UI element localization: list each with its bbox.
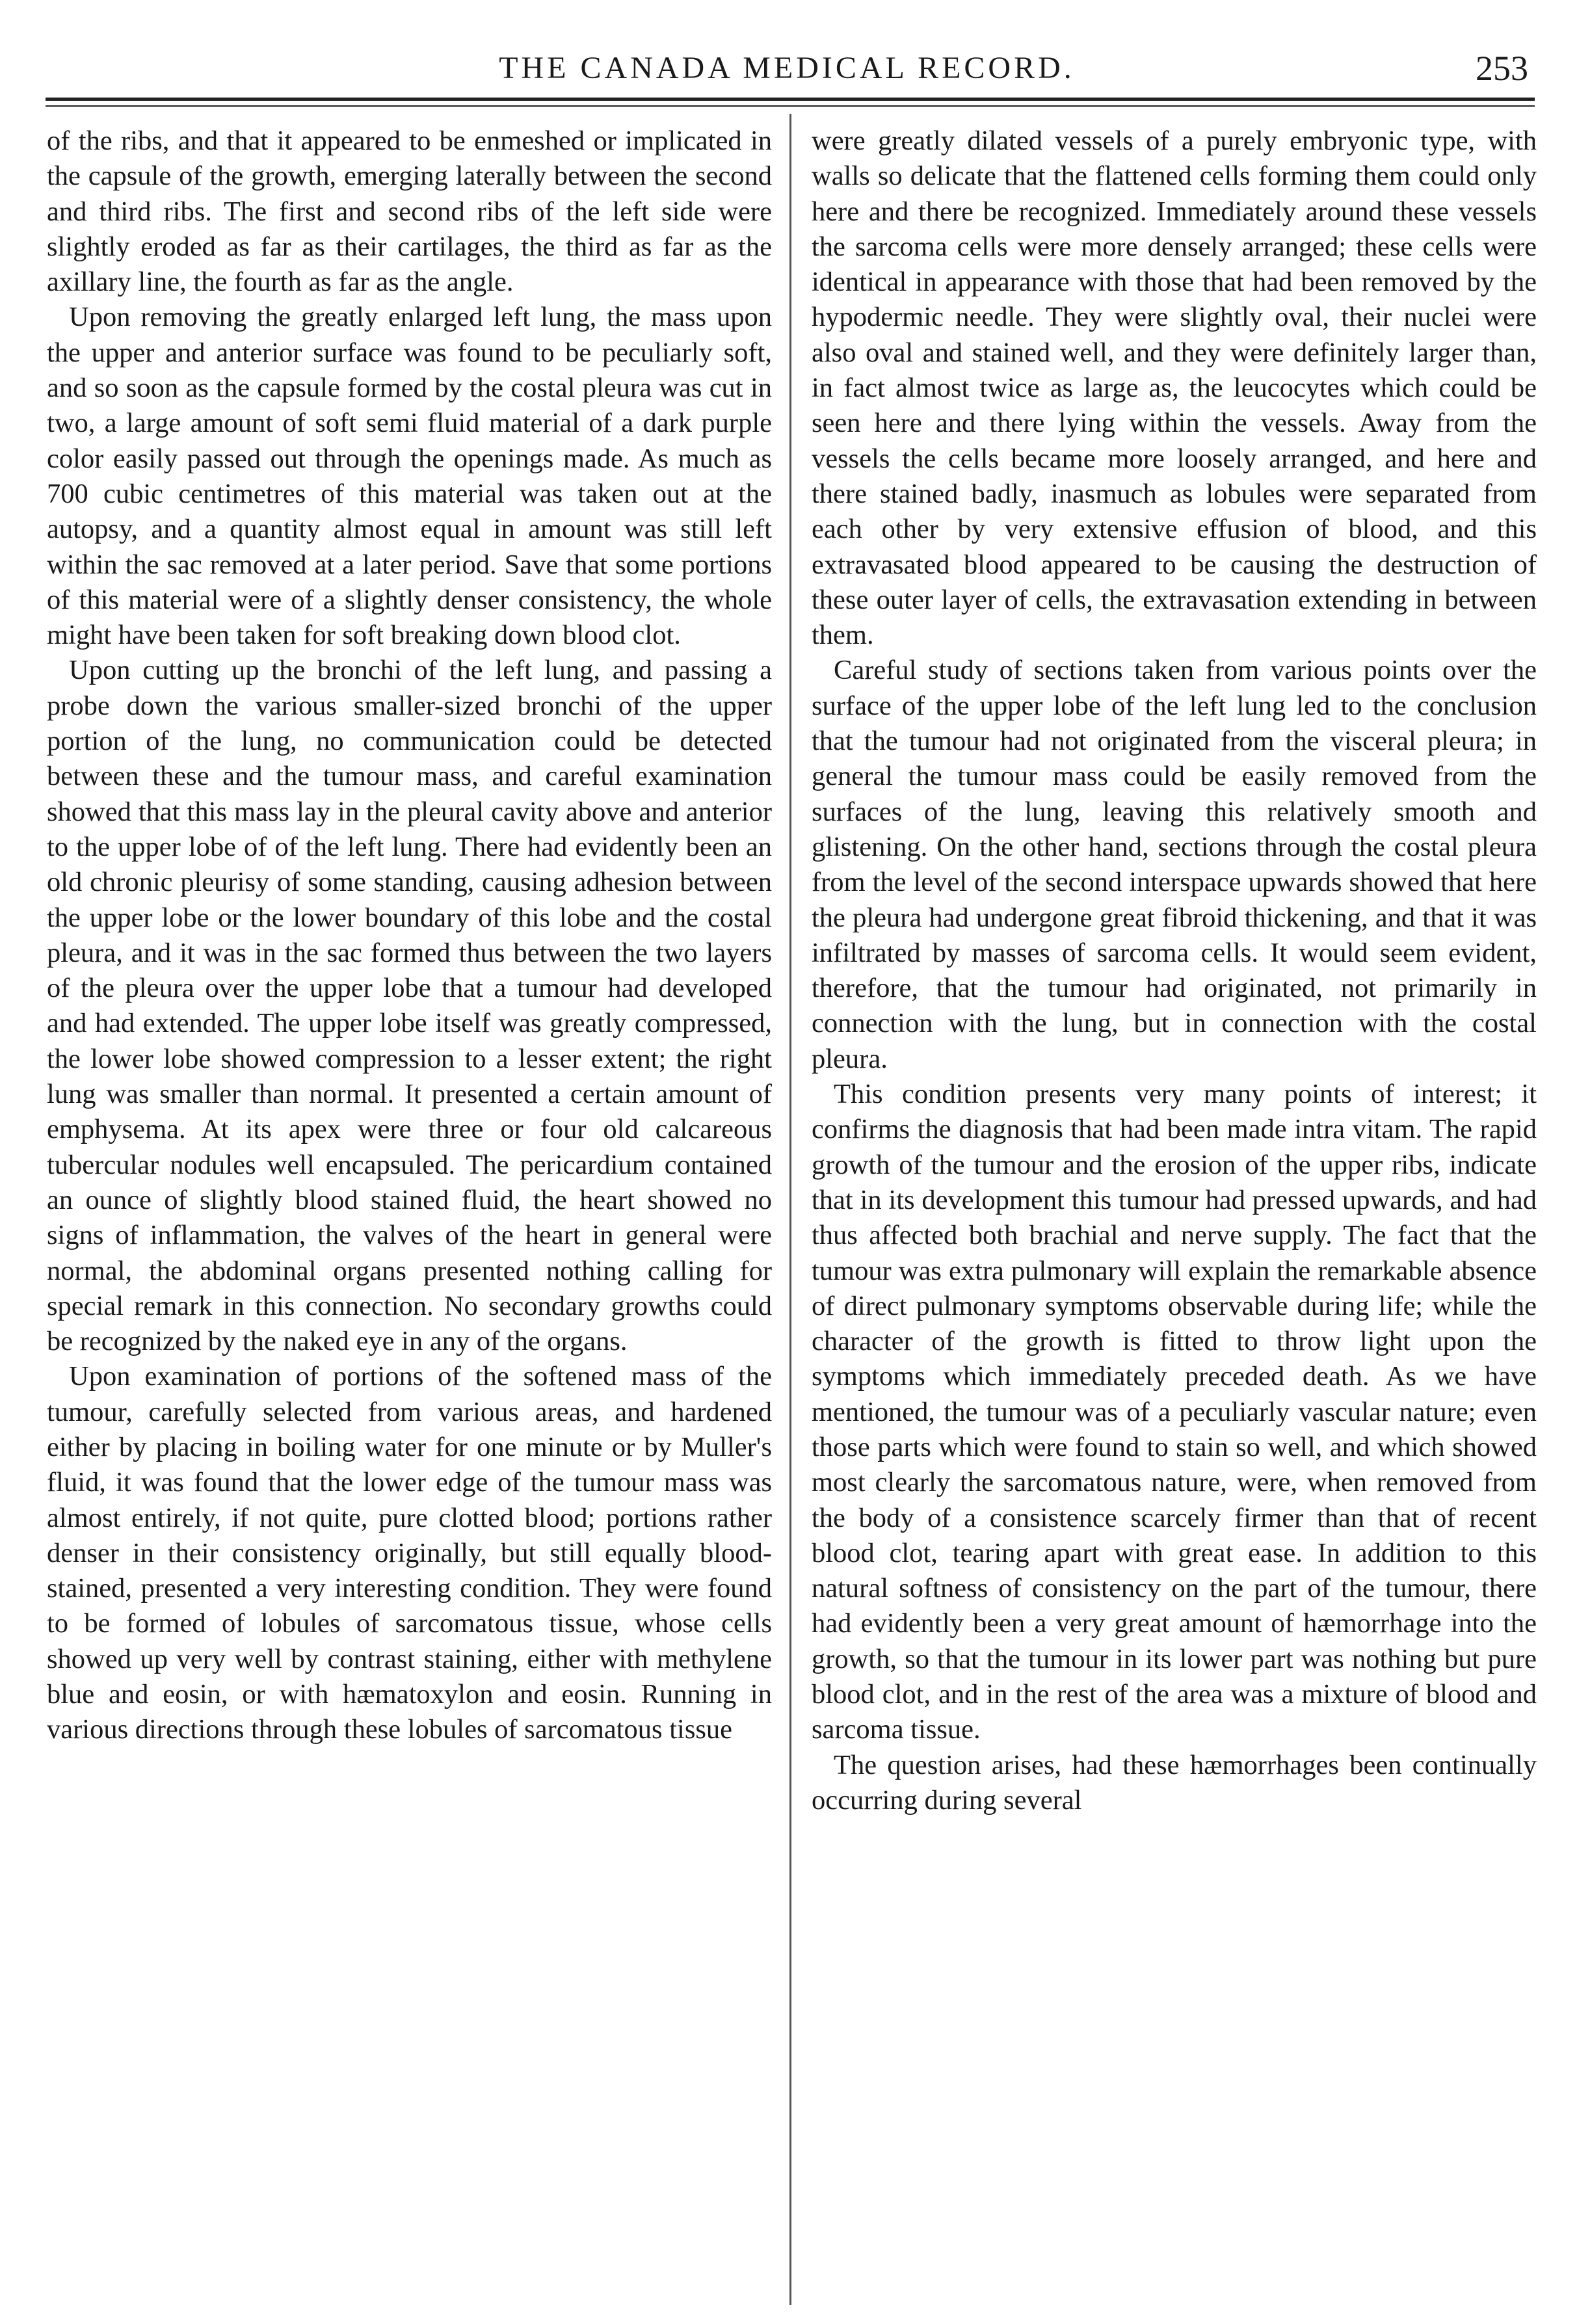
left-paragraph-1: of the ribs, and that it appeared to be enmeshed or implicated in the capsule of the growth, emerging laterally between the second and third ribs. The first and second ribs of the left side were slightly eroded as far as their cartilages, the third as far as the axillary line, the fourth as far as the angle. xyxy=(47,125,772,298)
column-divider xyxy=(789,114,791,2305)
header-rule-thin xyxy=(46,105,1535,107)
right-column xyxy=(812,124,1537,1818)
header-rule-thick xyxy=(46,98,1535,101)
right-paragraph-2: Careful study of sections taken from various points over the surface of the upper lobe of the left lung led to the conclusion that the tumour had not originated from the visceral pleura; in general the tumour mass could be easily removed from the surfaces of the lung, leaving this relatively smooth and glistening. On the other hand, sections through the costal pleura from the level of the second interspace upwards showed that here the pleura had undergone great fibroid thickening, and that it was infiltrated by masses of sarcoma cells. It would seem evident, therefore, that the tumour had originated, not primarily in connection with the lung, but in connection with the costal pleura. xyxy=(812,655,1537,1074)
right-paragraph-3: This condition presents very many points of interest; it confirms the diagnosis that had been made intra vitam. The rapid growth of the tumour and the erosion of the upper ribs, indicate that in its development this tumour had pressed upwards, and had thus affected both brachial and nerve supply. The fact that the tumour was extra pulmonary will explain the remarkable absence of direct pulmonary symptoms observable during life; while the character of the growth is fitted to throw light upon the symptoms which immediately preceded death. As we have mentioned, the tumour was of a peculiarly vascular nature; even those parts which were found to stain so well, and which showed most clearly the sarcomatous nature, were, when removed from the body of a consistence scarcely firmer than that of recent blood clot, tearing apart with great ease. In addition to this natural softness of consistency on the part of the tumour, there had evidently been a very great amount of hæmorrhage into the growth, so that the tumour in its lower part was nothing but pure blood clot, and in the rest of the area was a mixture of blood and sarcoma tissue. xyxy=(812,1079,1537,1745)
page-number: 253 xyxy=(1476,49,1528,88)
left-column xyxy=(47,124,772,1748)
right-paragraph-1: were greatly dilated vessels of a purely embryonic type, with walls so delicate that the flattened cells forming them could only here and there be recognized. Immediately around these vessels the sarcoma cells were more densely arranged; these cells were identical in appearance with those that had been removed by the hypodermic needle. They were slightly oval, their nuclei were also oval and stained well, and they were definitely larger than, in fact almost twice as large as, the leucocytes which could be seen here and there lying within the vessels. Away from the vessels the cells became more loosely arranged, and here and there stained badly, inasmuch as lobules were separated from each other by very extensive effusion of blood, and this extravasated blood appeared to be causing the destruction of these outer layer of cells, the extravasation extending in between them. xyxy=(812,125,1537,651)
left-paragraph-4: Upon examination of portions of the softened mass of the tumour, carefully selected from various areas, and hardened either by placing in boiling water for one minute or by Muller's fluid, it was found that the lower edge of the tumour mass was almost entirely, if not quite, pure clotted blood; portions rather denser in their consistency originally, but still equally blood-stained, presented a very interesting condition. They were found to be formed of lobules of sarcomatous tissue, whose cells showed up very well by contrast staining, either with methylene blue and eosin, or with hæmatoxylon and eosin. Running in various directions through these lobules of sarcomatous tissue xyxy=(47,1361,772,1745)
running-head-journal-title: THE CANADA MEDICAL RECORD. xyxy=(499,51,1075,85)
left-paragraph-2: Upon removing the greatly enlarged left lung, the mass upon the upper and anterior surface was found to be peculiarly soft, and so soon as the capsule formed by the costal pleura was cut in two, a large amount of soft semi fluid material of a dark purple color easily passed out through the openings made. As much as 700 cubic centimetres of this material was taken out at the autopsy, and a quantity almost equal in amount was still left within the sac removed at a later period. Save that some portions of this material were of a slightly denser consistency, the whole might have been taken for soft breaking down blood clot. xyxy=(47,302,772,651)
page-header xyxy=(39,46,1535,91)
left-paragraph-3: Upon cutting up the bronchi of the left lung, and passing a probe down the various smaller-sized bronchi of the upper portion of the lung, no communication could be detected between these and the tumour mass, and careful examination showed that this mass lay in the pleural cavity above and anterior to the upper lobe of of the left lung. There had evidently been an old chronic pleurisy of some standing, causing adhesion between the upper lobe or the lower boundary of this lobe and the costal pleura, and it was in the sac formed thus between the two layers of the pleura over the upper lobe that a tumour had developed and had extended. The upper lobe itself was greatly compressed, the lower lobe showed compression to a lesser extent; the right lung was smaller than normal. It presented a certain amount of emphysema. At its apex were three or four old calcareous tubercular nodules well encapsuled. The pericardium contained an ounce of slightly blood stained fluid, the heart showed no signs of inflammation, the valves of the heart in general were normal, the abdominal organs presented nothing calling for special remark in this connection. No secondary growths could be recognized by the naked eye in any of the organs. xyxy=(47,655,772,1357)
right-paragraph-4: The question arises, had these hæmorrhages been continually occurring during several xyxy=(812,1749,1537,1816)
